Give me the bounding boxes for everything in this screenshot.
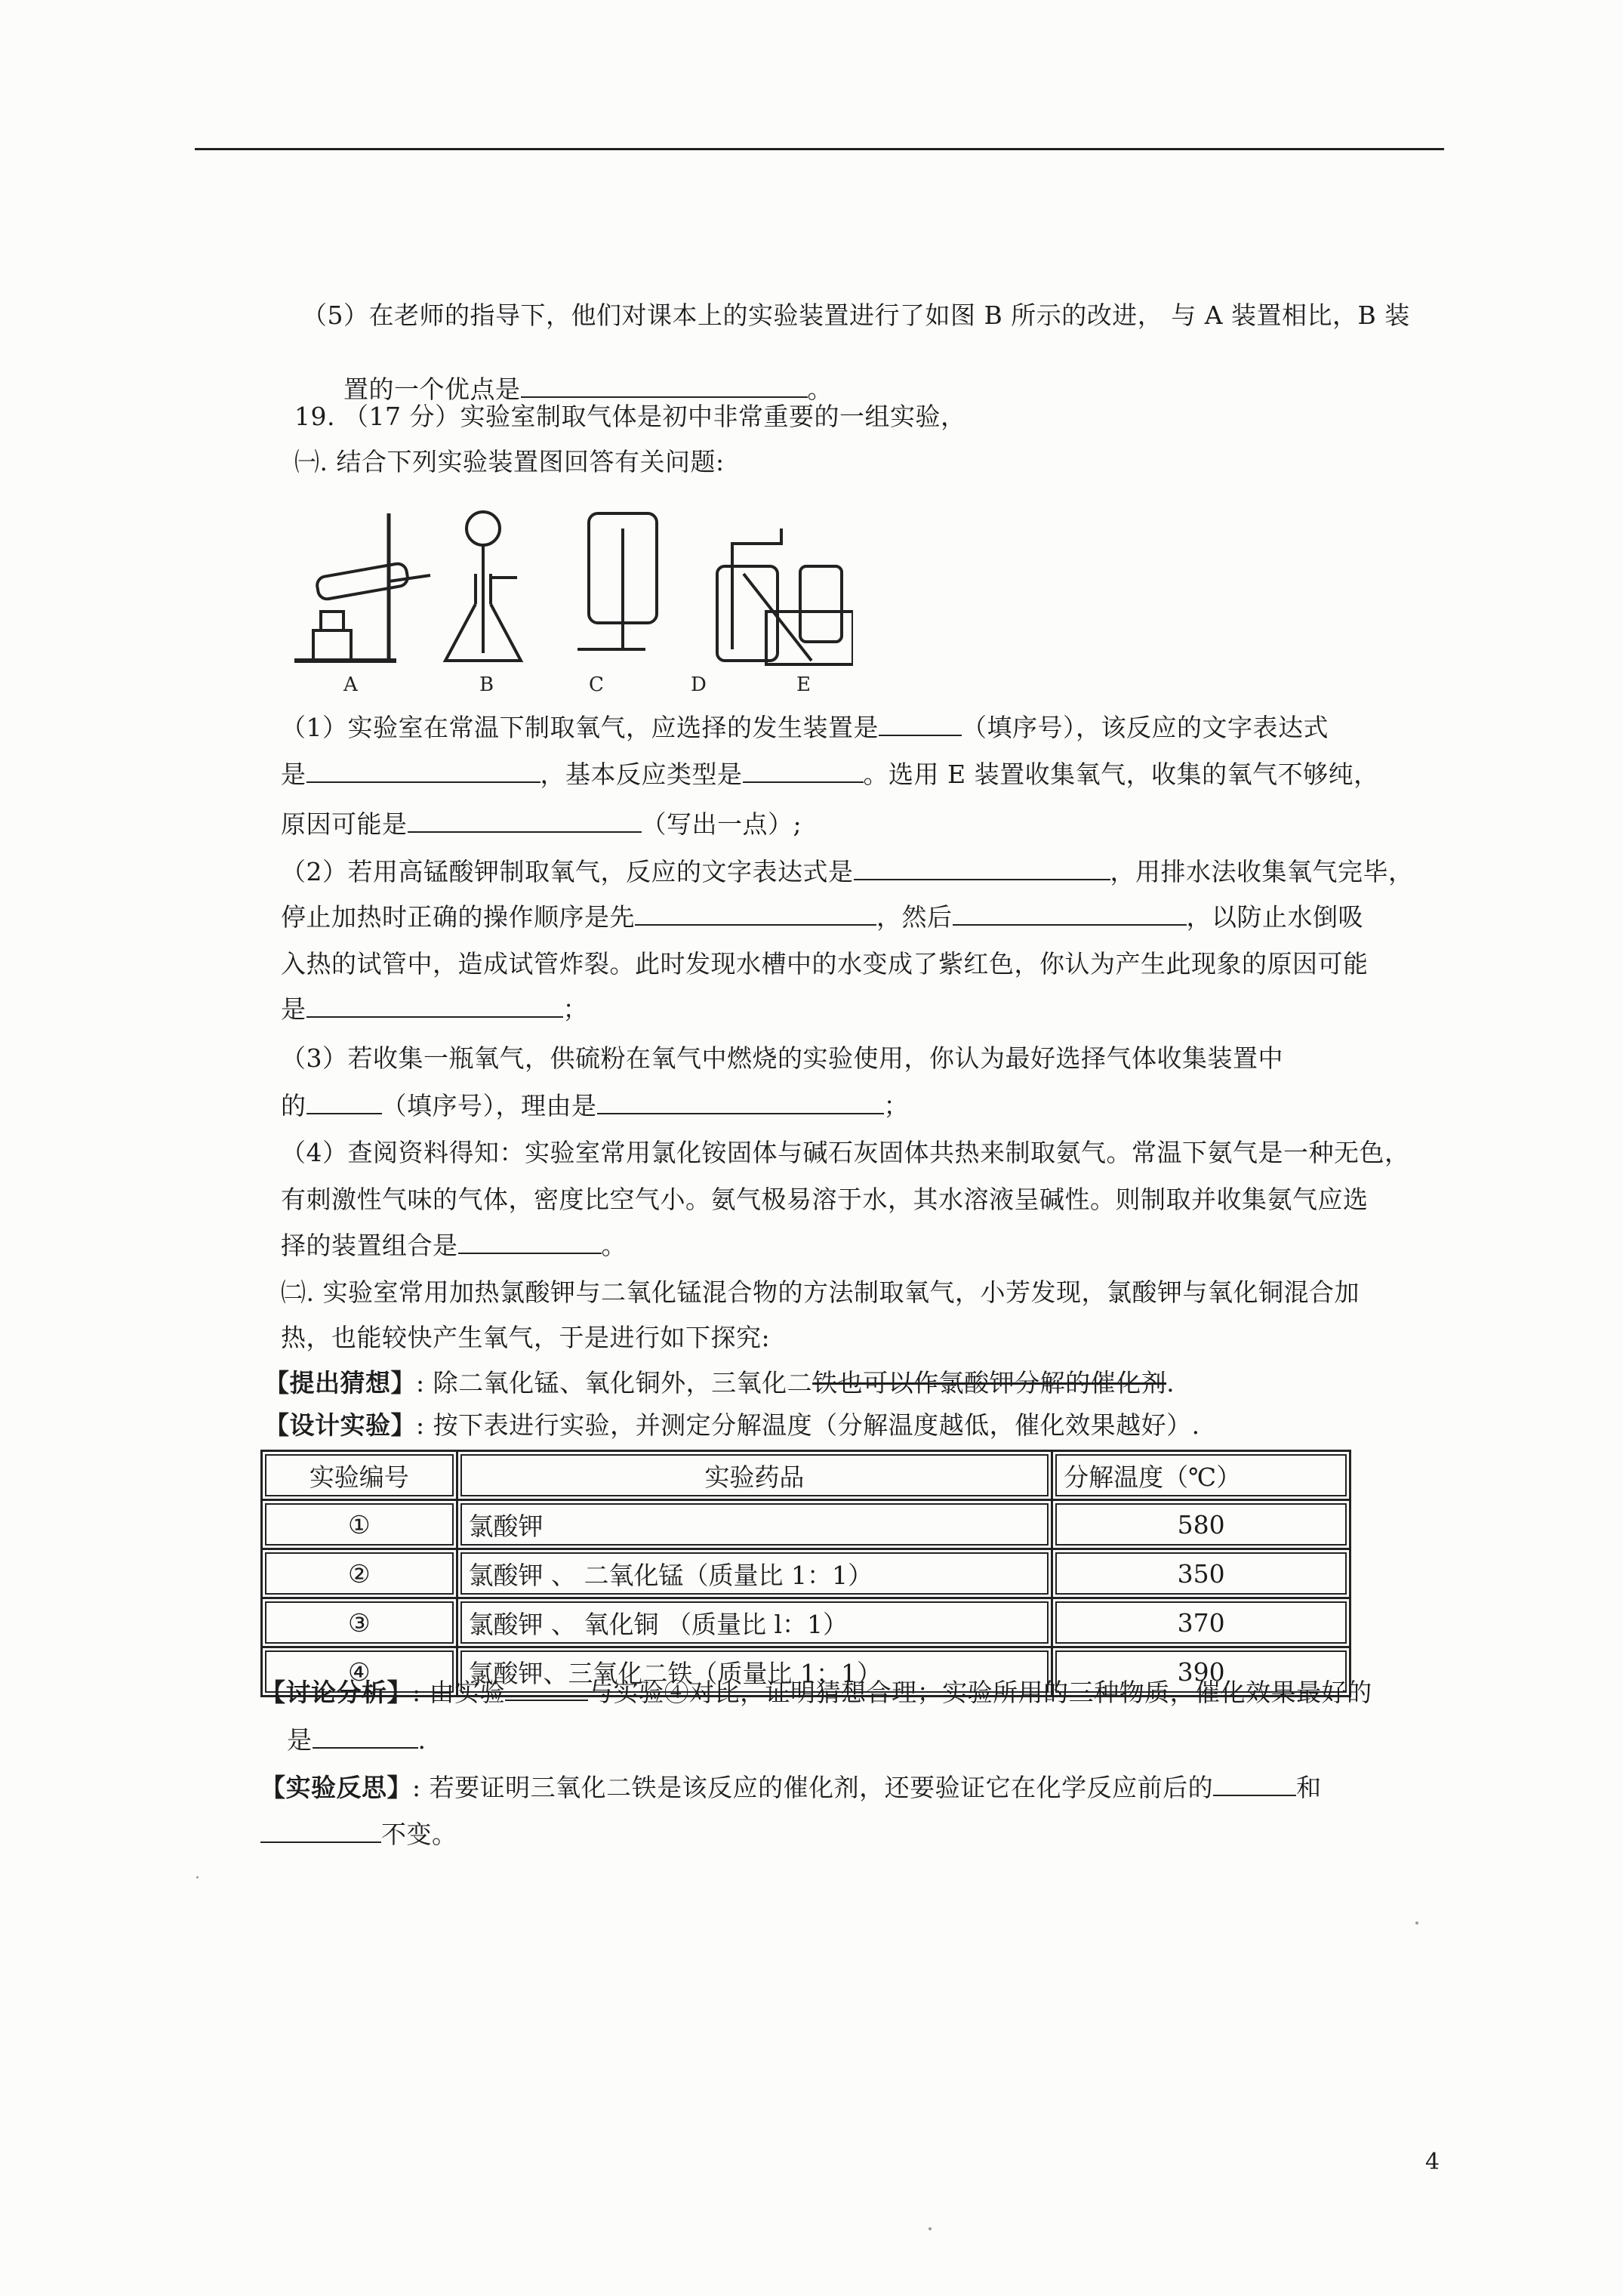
q19-1-text-b: （填序号），该反应的文字表达式: [962, 713, 1329, 742]
q19-1-text-f: 原因可能是: [281, 809, 408, 839]
header-decomposition-temp: 分解温度（℃）: [1052, 1451, 1350, 1500]
q19-3-line1: [281, 1042, 1283, 1075]
q19-1-text-c: 是: [281, 760, 306, 789]
discussion-text-a: : 由实验: [412, 1678, 506, 1707]
row-id: ①: [262, 1500, 457, 1549]
q19-1-text-d: ，基本反应类型是: [540, 760, 743, 789]
experiment-table: [260, 1450, 1351, 1697]
q19-part2-line2: [281, 1321, 770, 1354]
funnel-B: [467, 512, 500, 545]
answer-blank[interactable]: [260, 1820, 381, 1843]
figure-label-A: A: [343, 673, 358, 695]
figure-label-E: E: [796, 673, 811, 695]
row-temp: 390: [1052, 1647, 1350, 1697]
answer-blank[interactable]: [879, 713, 962, 736]
answer-blank[interactable]: [953, 903, 1187, 926]
answer-blank[interactable]: [1213, 1774, 1296, 1796]
answer-blank[interactable]: [458, 1231, 602, 1254]
page-number: 4: [1425, 2149, 1440, 2175]
answer-blank[interactable]: [635, 903, 876, 926]
q19-2-text-a: （2）若用高锰酸钾制取氧气，反应的文字表达式是: [281, 857, 854, 886]
reflection-text-c: 不变。: [381, 1820, 457, 1849]
q19-4-text-b: 有刺激性气味的气体，密度比空气小。氨气极易溶于水，其水溶液呈碱性。则制取并收集氨气应选: [281, 1185, 1369, 1214]
discussion-text-d: .: [417, 1725, 427, 1755]
reflection-line1: [260, 1771, 1322, 1804]
q19-2-text-f: 入热的试管中，造成试管炸裂。此时发现水槽中的水变成了紫红色，你认为产生此现象的原因可能: [281, 949, 1369, 978]
q19-2-text-d: ，然后: [876, 902, 953, 932]
q19-1-text-a: （1）实验室在常温下制取氧气，应选择的发生装置是: [281, 713, 879, 742]
q19-4-text-a: （4）查阅资料得知：实验室常用氯化铵固体与碱石灰固体共热来制取氨气。常温下氨气是一种无色，: [281, 1138, 1410, 1167]
q19-4-text-c: 择的装置组合是: [281, 1231, 458, 1260]
header-reagents: 实验药品: [457, 1451, 1052, 1500]
answer-blank[interactable]: [306, 995, 563, 1018]
design-label: 【设计实验】: [264, 1410, 416, 1440]
answer-blank[interactable]: [505, 1678, 588, 1701]
answer-blank[interactable]: [854, 858, 1110, 880]
figure-label-B: B: [479, 673, 494, 695]
hypothesis-end: .: [1166, 1368, 1175, 1398]
q18-5-line1: [302, 299, 1410, 332]
discussion-line1: [260, 1676, 1372, 1709]
q18-5-prefix: 置的一个优点是: [343, 374, 521, 404]
q19-heading: [294, 400, 965, 433]
answer-blank[interactable]: [306, 760, 540, 783]
hypothesis-label: 【提出猜想】: [264, 1368, 416, 1398]
q19-4-line3: [281, 1229, 627, 1262]
hypothesis-struck-text: 铁也可以作氯酸钾分解的催化剂: [812, 1368, 1167, 1398]
discussion-text-b: 与实验④对比，证明猜想合理；实验所用的三种物质，催化效果最好的: [588, 1678, 1372, 1707]
header-experiment-id: 实验编号: [262, 1451, 457, 1500]
q19-2-line2: [281, 901, 1363, 934]
figure-label-C: C: [589, 673, 604, 695]
scan-speck: [1415, 1922, 1418, 1925]
q19-part1-intro: [294, 445, 725, 479]
q19-2-line3: [281, 948, 1369, 981]
q19-2-text-g: 是: [281, 994, 306, 1024]
q19-3-text-b: 的: [281, 1091, 306, 1120]
q18-5-suffix: 。: [807, 374, 833, 404]
apparatus-diagram: [291, 498, 853, 695]
reflection-text-a: : 若要证明三氧化二铁是该反应的催化剂，还要验证它在化学反应前后的: [412, 1773, 1214, 1802]
design-text: : 按下表进行实验，并测定分解温度（分解温度越低，催化效果越好）.: [416, 1410, 1200, 1440]
discussion-text-c: 是: [287, 1725, 313, 1755]
q19-2-line1: [281, 855, 1414, 889]
row-reagents: 氯酸钾: [457, 1500, 1052, 1549]
scan-speck: [929, 2227, 932, 2230]
q19-2-text-b: ，用排水法收集氧气完毕，: [1110, 857, 1414, 886]
row-temp: 370: [1052, 1598, 1350, 1647]
table-row: [262, 1500, 1350, 1549]
scan-speck: [196, 1876, 199, 1878]
table-header-row: [262, 1451, 1350, 1500]
q18-5-text: （5）在老师的指导下，他们对课本上的实验装置进行了如图 B 所示的改进， 与 A 装置相比，B 装: [302, 300, 1410, 330]
apparatus-figure: [291, 498, 853, 695]
q19-1-line2: [281, 758, 1379, 791]
row-temp: 350: [1052, 1549, 1350, 1598]
row-temp: 580: [1052, 1500, 1350, 1549]
discussion-line2: [287, 1724, 427, 1757]
q19-3-text-d: ；: [883, 1091, 909, 1120]
reflection-line2: [260, 1818, 457, 1851]
row-id: ③: [262, 1598, 457, 1647]
answer-blank[interactable]: [743, 760, 864, 783]
table-row: [262, 1598, 1350, 1647]
reflection-text-b: 和: [1296, 1773, 1322, 1802]
q19-2-text-e: ，以防止水倒吸: [1186, 902, 1363, 932]
answer-blank[interactable]: [597, 1092, 884, 1114]
answer-blank[interactable]: [313, 1726, 418, 1749]
flame-A: [321, 612, 343, 630]
header-rule: [195, 148, 1444, 150]
q19-part2-line1: [281, 1276, 1360, 1309]
q19-2-text-c: 停止加热时正确的操作顺序是先: [281, 902, 635, 932]
hypothesis-line: [264, 1367, 1175, 1400]
hypothesis-text: : 除二氧化锰、氧化铜外，三氧化二: [416, 1368, 813, 1398]
answer-blank[interactable]: [408, 810, 642, 833]
q19-3-text-a: （3）若收集一瓶氧气，供硫粉在氧气中燃烧的实验使用，你认为最好选择气体收集装置中: [281, 1043, 1283, 1073]
answer-blank[interactable]: [521, 375, 808, 398]
q19-heading-text: 19. （17 分）实验室制取气体是初中非常重要的一组实验，: [294, 402, 966, 431]
q19-1-text-e: 。选用 E 装置收集氧气，收集的氧气不够纯，: [863, 760, 1379, 789]
row-id: ④: [262, 1647, 457, 1697]
q19-part1-intro-text: ㈠. 结合下列实验装置图回答有关问题:: [294, 447, 725, 476]
collection-jar-E: [800, 566, 842, 642]
table-row: [262, 1549, 1350, 1598]
row-reagents: 氯酸钾 、 二氧化锰（质量比 1：1）: [457, 1549, 1052, 1598]
row-reagents: 氯酸钾 、 氧化铜 （质量比 l：1）: [457, 1598, 1052, 1647]
row-reagents: 氯酸钾、三氧化二铁（质量比 1：1）: [457, 1647, 1052, 1697]
q19-part2-text-a: ㈡. 实验室常用加热氯酸钾与二氧化锰混合物的方法制取氧气，小芳发现，氯酸钾与氧化铜混合加: [281, 1277, 1360, 1307]
discussion-label: 【讨论分析】: [260, 1678, 412, 1707]
q19-3-line2: [281, 1089, 909, 1123]
q19-4-line1: [281, 1136, 1410, 1170]
q19-1-line1: [281, 711, 1329, 744]
design-line: [264, 1409, 1200, 1442]
burner-A: [313, 630, 351, 661]
q19-2-line4: [281, 993, 588, 1026]
q19-1-line3: [281, 808, 802, 841]
q19-2-text-h: ；: [562, 994, 588, 1024]
row-id: ②: [262, 1549, 457, 1598]
q19-4-text-d: 。: [601, 1231, 627, 1260]
reflection-label: 【实验反思】: [260, 1773, 412, 1802]
q19-4-line2: [281, 1183, 1369, 1216]
q19-part2-text-b: 热，也能较快产生氧气，于是进行如下探究:: [281, 1323, 771, 1352]
q19-1-text-g: （写出一点）;: [641, 809, 802, 839]
answer-blank[interactable]: [306, 1092, 382, 1114]
q19-3-text-c: （填序号），理由是: [381, 1091, 597, 1120]
figure-label-D: D: [691, 673, 707, 695]
